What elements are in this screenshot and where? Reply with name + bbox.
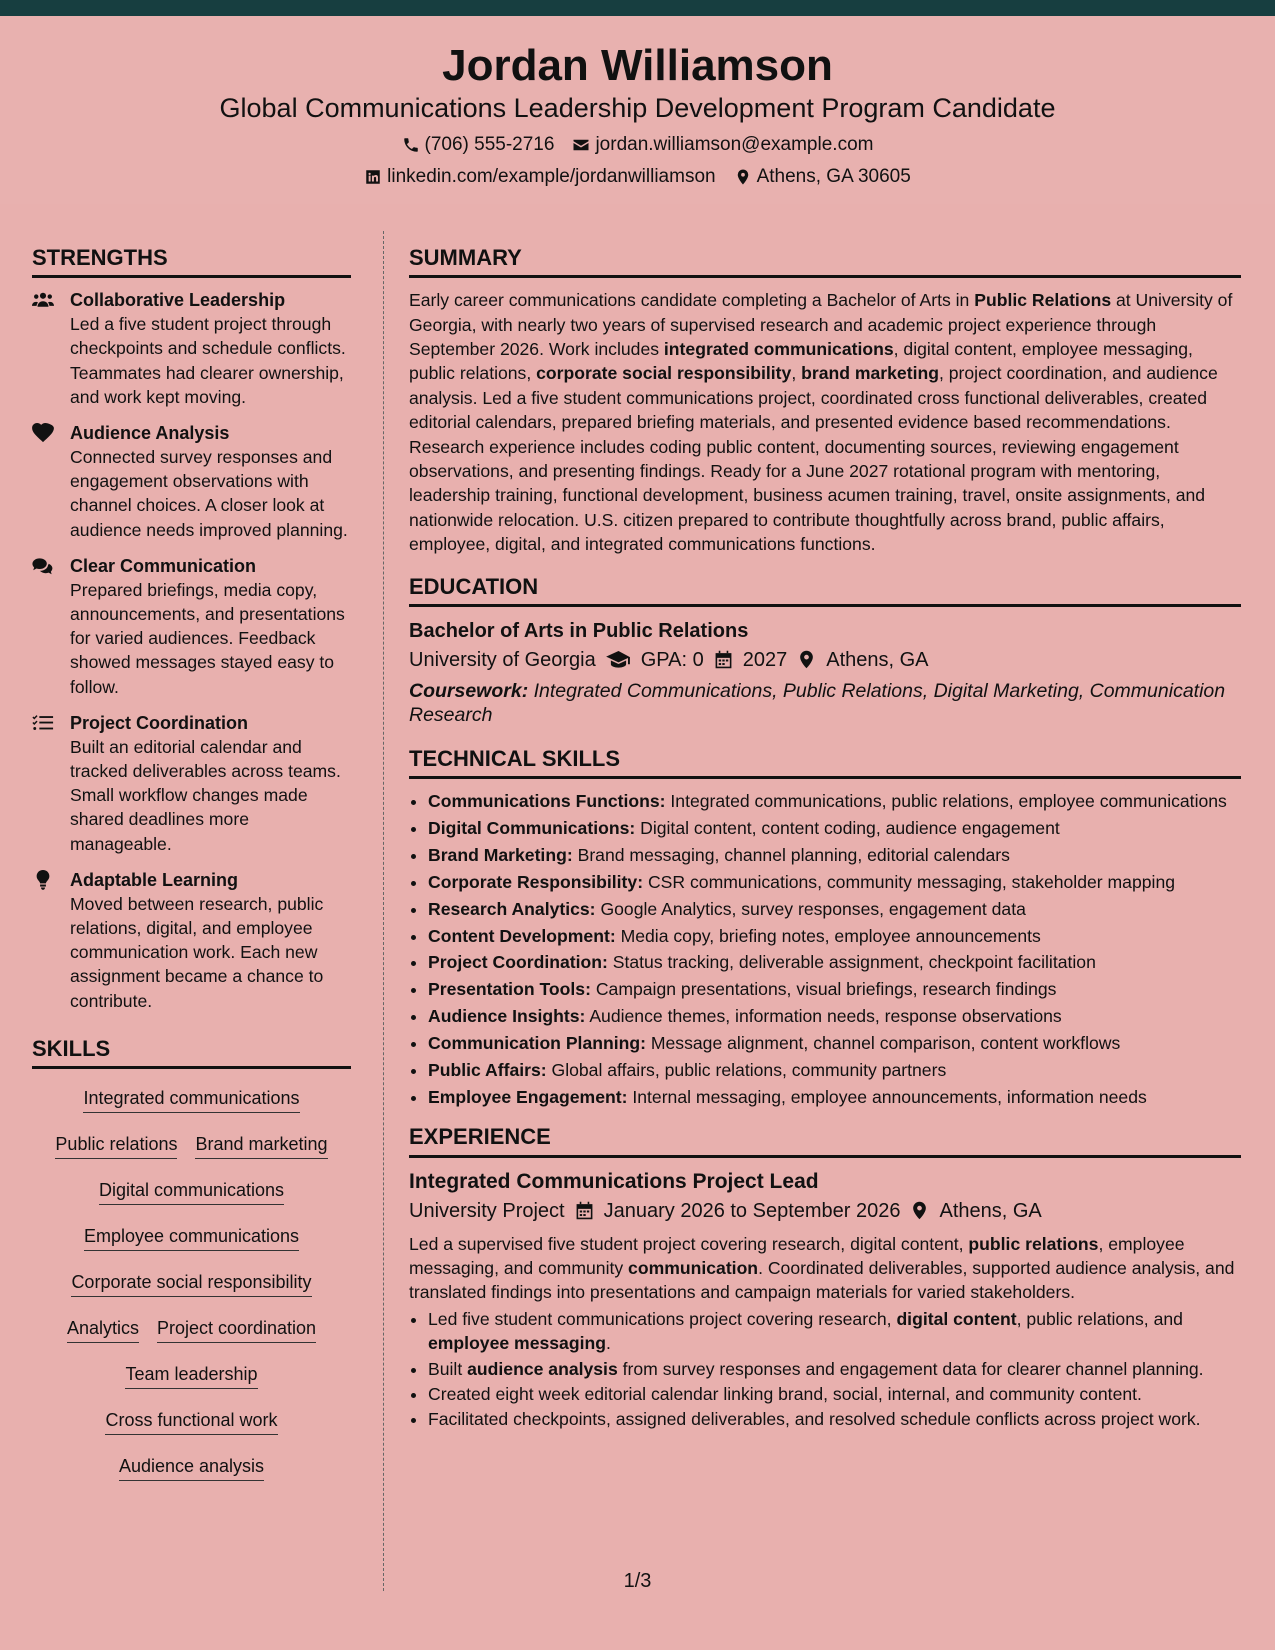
strength-description: Prepared briefings, media copy, announcements, and presentations for varied audiences. Feedback showed messages stayed easy to follow. [70,579,345,697]
left-column [32,246,351,1495]
strength-description: Connected survey responses and engagement observations with channel choices. A closer look at audience needs improved planning. [70,447,348,540]
strength-description: Moved between research, public relations, digital, and employee communication work. Each new assignment became a chance to contribute. [70,893,324,1011]
phone-contact [402,134,555,156]
phone-icon [402,136,420,154]
map-pin-icon [797,650,816,669]
text-run: , digital content, employee messaging, public relations, [409,339,1193,384]
skill-label: Digital Communications: [428,817,636,838]
list-item [428,1004,1241,1028]
linkedin-contact[interactable] [364,166,715,188]
organization-name: University Project [409,1199,565,1222]
skill-value: Message alignment, channel comparison, content workflows [650,1033,1121,1054]
text-run: , public relations, and [1016,1308,1183,1329]
skill-tag: Project coordination [157,1314,316,1343]
education-heading: EDUCATION [409,575,1241,607]
list-item [428,1357,1241,1381]
skill-label: Communication Planning: [428,1033,646,1054]
text-run: . [605,1333,611,1354]
location-contact [734,166,911,188]
list-item [428,1085,1241,1109]
strength-title: Collaborative Leadership [70,290,286,311]
emphasis-text: Public Relations [974,290,1112,311]
job-description [409,1232,1241,1305]
phone-text: (706) 555-2716 [424,134,555,155]
experience-meta [409,1196,1241,1226]
calendar-icon [575,1201,594,1220]
school-location: Athens, GA [826,648,929,671]
list-item [428,950,1241,974]
skill-label: Project Coordination: [428,952,608,973]
list-item [428,1307,1241,1356]
strength-title: Clear Communication [70,555,257,576]
skill-tag: Corporate social responsibility [71,1268,311,1297]
skill-label: Employee Engagement: [428,1087,628,1107]
coursework [409,679,1241,727]
text-run: Facilitated checkpoints, assigned deliverables, and resolved schedule conflicts across project work. [428,1409,1201,1430]
skills-list [32,1081,351,1495]
technical-skills-list [409,789,1241,1109]
emphasis-text: digital content [896,1308,1017,1329]
job-dates: January 2026 to September 2026 [603,1199,901,1222]
coursework-list: Integrated Communications, Public Relations, Digital Marketing, Communication Research [409,679,1226,726]
skill-tag: Cross functional work [105,1406,277,1435]
text-run: Led five student communications project covering research, [428,1308,897,1329]
skill-value: Global affairs, public relations, community partners [551,1060,947,1081]
strength-description: Led a five student project through checkpoints and schedule conflicts. Teammates had clearer ownership, and work kept moving. [70,314,346,407]
skills-heading: SKILLS [32,1037,351,1069]
text-run: Built [428,1358,468,1379]
job-location: Athens, GA [939,1199,1042,1222]
skill-label: Brand Marketing: [428,844,573,865]
skill-tag: Employee communications [84,1222,299,1251]
coursework-label: Coursework: [409,679,529,702]
text-run: , project coordination, and audience analysis. Led a five student communications project, coordinated cross functional deliverables, created editorial calendars, prepared briefing materials, and presented evidence based recommendations. Research experience includes coding public content, documenting sources, reviewing engagement observations, and presenting findings. Ready for a June 2027 rotational program with mentoring, leadership training, functional development, business acumen training, travel, onsite assignments, and nationwide relocation. U.S. citizen prepared to contribute thoughtfully across brand, public affairs, employee, digital, and integrated communications functions. [409,363,1218,555]
list-item [428,843,1241,867]
skill-value: Campaign presentations, visual briefings, research findings [595,979,1057,1000]
education-meta [409,645,1241,675]
candidate-tagline: Global Communications Leadership Development Program Candidate [219,93,1056,123]
contact-row-2 [0,166,1275,188]
summary-heading: SUMMARY [409,246,1241,278]
skill-label: Presentation Tools: [428,979,591,1000]
emphasis-text: integrated communications [663,339,894,359]
degree-title: Bachelor of Arts in Public Relations [409,619,749,642]
list-item [428,977,1241,1001]
skill-tag: Integrated communications [83,1084,299,1113]
skill-tag: Brand marketing [195,1130,327,1159]
skill-label: Corporate Responsibility: [428,871,644,892]
text-run: at University of Georgia, with nearly two years of supervised research and academic project experience through September 2026. Work includes [409,290,1233,359]
job-title: Integrated Communications Project Lead [409,1169,819,1193]
strength-title: Adaptable Learning [70,869,239,890]
skill-value: Status tracking, deliverable assignment, checkpoint facilitation [612,952,1096,973]
linkedin-link[interactable]: linkedin.com/example/jordanwilliamson [387,166,716,187]
skill-label: Research Analytics: [428,898,596,919]
lightbulb-icon [32,870,54,890]
skill-value: Integrated communications, public relations, employee communications [670,791,1227,812]
users-icon [32,290,54,310]
emphasis-text: audience analysis [467,1358,618,1379]
strengths-heading: STRENGTHS [32,246,351,278]
linkedin-icon [364,168,382,186]
skill-tag: Public relations [55,1130,177,1159]
skill-label: Content Development: [428,925,616,946]
skill-value: Internal messaging, employee announcements, information needs [632,1087,1147,1107]
text-run: Led a supervised five student project covering research, digital content, [409,1233,969,1254]
strength-description: Built an editorial calendar and tracked deliverables across teams. Small workflow changes made shared deadlines more manageable. [70,736,341,854]
right-column [409,246,1241,1433]
emphasis-text: communication [628,1258,759,1278]
skill-label: Audience Insights: [428,1006,586,1027]
calendar-icon [714,650,733,669]
column-divider [383,231,384,1591]
text-run: from survey responses and engagement data for clearer channel planning. [617,1358,1204,1379]
text-run: . Coordinated deliverables, supported audience analysis, and translated findings into presentations and campaign materials for varied stakeholders. [409,1258,1235,1303]
skill-value: CSR communications, community messaging, stakeholder mapping [647,871,1176,892]
summary-text [409,288,1241,556]
emphasis-text: employee messaging [428,1333,606,1354]
skill-value: Audience themes, information needs, response observations [589,1006,1062,1027]
email-contact[interactable] [572,134,873,156]
top-accent-bar [0,0,1275,16]
emphasis-text: corporate social responsibility [536,363,792,384]
text-run: , [791,363,802,384]
strength-title: Project Coordination [70,712,249,733]
strength-item [32,554,351,699]
skill-tag: Digital communications [99,1176,284,1205]
text-run: Created eight week editorial calendar linking brand, social, internal, and community content. [428,1384,1142,1405]
skill-value: Digital content, content coding, audience engagement [640,817,1060,838]
gpa-text: GPA: 0 [640,648,704,671]
resume-header [0,16,1275,204]
map-pin-icon [734,168,752,186]
list-item [428,870,1241,894]
text-run: , employee messaging, and community [409,1233,1185,1278]
candidate-name: Jordan Williamson [442,41,833,90]
list-item [428,924,1241,948]
graduation-year: 2027 [742,648,788,671]
school-name: University of Georgia [409,648,596,671]
job-bullets [409,1307,1241,1432]
experience-heading: EXPERIENCE [409,1125,1241,1157]
skill-label: Public Affairs: [428,1060,547,1081]
skill-value: Media copy, briefing notes, employee announcements [620,925,1041,946]
list-item [428,789,1241,813]
envelope-icon [572,136,590,154]
location-text: Athens, GA 30605 [756,166,911,187]
technical-skills-heading: TECHNICAL SKILLS [409,747,1241,779]
email-link[interactable]: jordan.williamson@example.com [595,134,874,155]
map-pin-icon [910,1201,929,1220]
chat-icon [32,556,54,576]
list-item [428,816,1241,840]
skill-tag: Analytics [67,1314,139,1343]
strength-title: Audience Analysis [70,423,230,443]
list-check-icon [32,713,54,733]
skill-tag: Team leadership [125,1360,257,1389]
emphasis-text: brand marketing [801,363,939,384]
skill-value: Google Analytics, survey responses, engagement data [600,898,1026,919]
list-item [428,1382,1241,1406]
strength-item [32,288,351,409]
emphasis-text: public relations [968,1233,1099,1254]
strength-item [32,711,351,856]
list-item [428,1031,1241,1055]
list-item [428,897,1241,921]
list-item [428,1407,1241,1431]
skill-value: Brand messaging, channel planning, editorial calendars [577,844,1010,865]
graduation-cap-icon [606,650,631,669]
contact-row-1 [0,134,1275,156]
skill-label: Communications Functions: [428,791,666,812]
page-number: 1/3 [623,1570,652,1592]
list-item [428,1058,1241,1082]
strength-item [32,421,351,542]
text-run: Early career communications candidate completing a Bachelor of Arts in [409,290,975,311]
heart-icon [32,423,54,443]
strength-item [32,868,351,1013]
skill-tag: Audience analysis [119,1452,264,1481]
